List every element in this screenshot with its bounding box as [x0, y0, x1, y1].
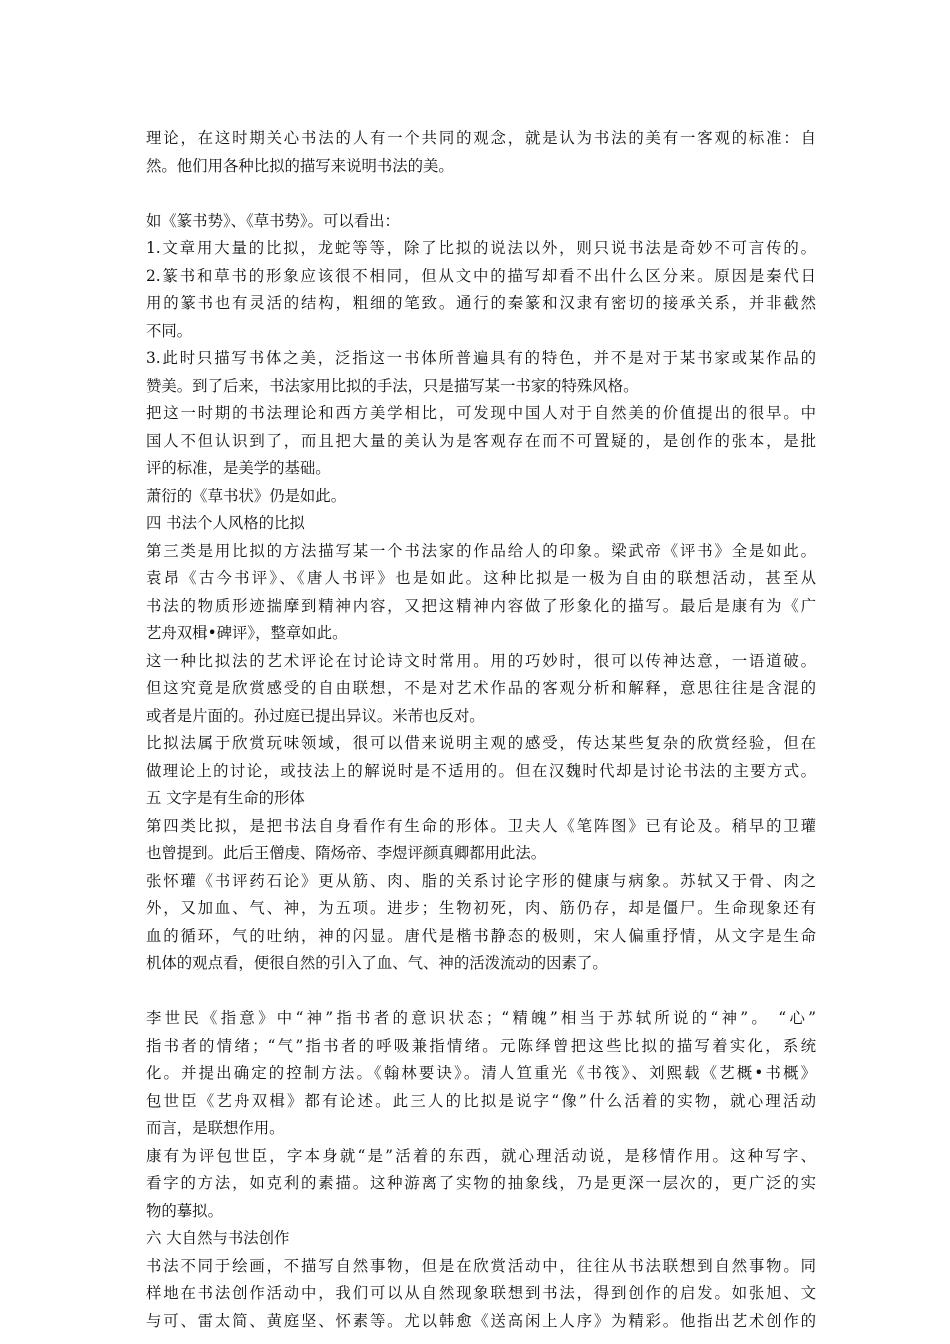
text-line: 血的循环，气的吐纳，神的闪显。唐代是楷书静态的极则，宋人偏重抒情，从文字是生命: [146, 926, 816, 945]
text-line: 也曾提到。此后王僧虔、隋炀帝、李煜评颜真卿都用此法。: [146, 844, 547, 862]
text-line: 样地在书法创作活动中，我们可以从自然现象联想到书法，得到创作的启发。如张旭、文: [146, 1284, 816, 1302]
text-line: 第三类是用比拟的方法描写某一个书法家的作品给人的印象。梁武帝《评书》全是如此。: [146, 541, 816, 560]
text-line: 与可、雷太简、黄庭坚、怀素等。尤以韩愈《送高闲上人序》为精彩。他指出艺术创作的: [146, 1311, 816, 1330]
text-line: 袁昂《古今书评》、《唐人书评》也是如此。这种比拟是一极为自由的联想活动，甚至从: [146, 569, 816, 587]
text-line: 六 大自然与书法创作: [146, 1229, 290, 1247]
text-line: 李世民《指意》中“神”指书者的意识状态；“精魄”相当于苏轼所说的“神”。 “心”: [146, 1009, 816, 1027]
text-line: 而言，是联想作用。: [146, 1119, 285, 1137]
text-line: 2.篆书和草书的形象应该很不相同，但从文中的描写却看不出什么区分来。原因是秦代日: [146, 266, 816, 285]
text-line: 机体的观点看，便很自然的引入了血、气、神的活泼流动的因素了。: [146, 954, 608, 972]
text-line: 把这一时期的书法理论和西方美学相比，可发现中国人对于自然美的价值提出的很早。中: [146, 404, 816, 422]
text-line: 但这究竟是欣赏感受的自由联想，不是对艺术作品的客观分析和解释，意思往往是含混的: [146, 679, 816, 697]
blank-line: [146, 978, 816, 1006]
text-line: 用的篆书也有灵活的结构，粗细的笔致。通行的秦篆和汉隶有密切的接承关系，并非截然: [146, 294, 816, 312]
blank-line: [146, 180, 816, 208]
text-line: 1.文章用大量的比拟，龙蛇等等，除了比拟的说法以外，则只说书法是奇妙不可言传的。: [146, 239, 816, 257]
text-line: 四 书法个人风格的比拟: [146, 514, 305, 532]
text-line: 包世臣《艺舟双楫》都有论述。此三人的比拟是说字“像”什么活着的实物，就心理活动: [146, 1091, 816, 1110]
text-line: 国人不但认识到了，而且把大量的美认为是客观存在而不可置疑的，是创作的张本，是批: [146, 431, 816, 450]
text-line: 然。他们用各种比拟的描写来说明书法的美。: [146, 156, 454, 175]
text-line: 物的摹拟。: [146, 1201, 223, 1220]
text-line: 外，又加血、气、神，为五项。进步；生物初死，肉、筋仍存，却是僵尸。生命现象还有: [146, 899, 816, 917]
text-line: 这一种比拟法的艺术评论在讨论诗文时常用。用的巧妙时，很可以传神达意，一语道破。: [146, 651, 816, 670]
text-line: 萧衍的《草书状》仍是如此。: [146, 486, 347, 505]
text-line: 化。并提出确定的控制方法。《翰林要诀》。清人笪重光《书筏》、刘熙载《艺概•书概》: [146, 1064, 816, 1082]
text-line: 如《篆书势》、《草书势》。可以看出：: [146, 211, 400, 230]
text-line: 康有为评包世臣，字本身就“是”活着的东西，就心理活动说，是移情作用。这种写字、: [146, 1146, 816, 1165]
document-page: [146, 125, 816, 1335]
text-line: 3.此时只描写书体之美，泛指这一书体所普遍具有的特色，并不是对于某书家或某作品的: [146, 349, 816, 367]
text-line: 艺舟双楫•碑评》，整章如此。: [146, 624, 348, 642]
text-line: 指书者的情绪；“气”指书者的呼吸兼指情绪。元陈绎曾把这些比拟的描写着实化，系统: [146, 1036, 816, 1055]
text-line: 书法不同于绘画，不描写自然事物，但是在欣赏活动中，往往从书法联想到自然事物。同: [146, 1256, 816, 1275]
text-line: 做理论上的讨论，或技法上的解说时是不适用的。但在汉魏时代却是讨论书法的主要方式。: [146, 761, 816, 780]
text-line: 或者是片面的。孙过庭已提出异议。米芾也反对。: [146, 706, 485, 725]
text-line: 书法的物质形迹揣摩到精神内容，又把这精神内容做了形象化的描写。最后是康有为《广: [146, 596, 816, 615]
text-line: 第四类比拟，是把书法自身看作有生命的形体。卫夫人《笔阵图》已有论及。稍早的卫瓘: [146, 816, 816, 835]
text-line: 理论，在这时期关心书法的人有一个共同的观念，就是认为书法的美有一客观的标准：自: [146, 129, 816, 147]
text-line: 张怀瓘《书评药石论》更从筋、肉、脂的关系讨论字形的健康与病象。苏轼又于骨、肉之: [146, 871, 816, 890]
text-line: 赞美。到了后来，书法家用比拟的手法，只是描写某一书家的特殊风格。: [146, 376, 639, 395]
text-line: 看字的方法，如克利的素描。这种游离了实物的抽象线，乃是更深一层次的，更广泛的实: [146, 1174, 816, 1192]
text-line: 评的标准，是美学的基础。: [146, 459, 331, 477]
text-line: 五 文字是有生命的形体: [146, 789, 305, 807]
text-line: 比拟法属于欣赏玩味领域，很可以借来说明主观的感受，传达某些复杂的欣赏经验，但在: [146, 734, 816, 752]
text-line: 不同。: [146, 321, 193, 340]
